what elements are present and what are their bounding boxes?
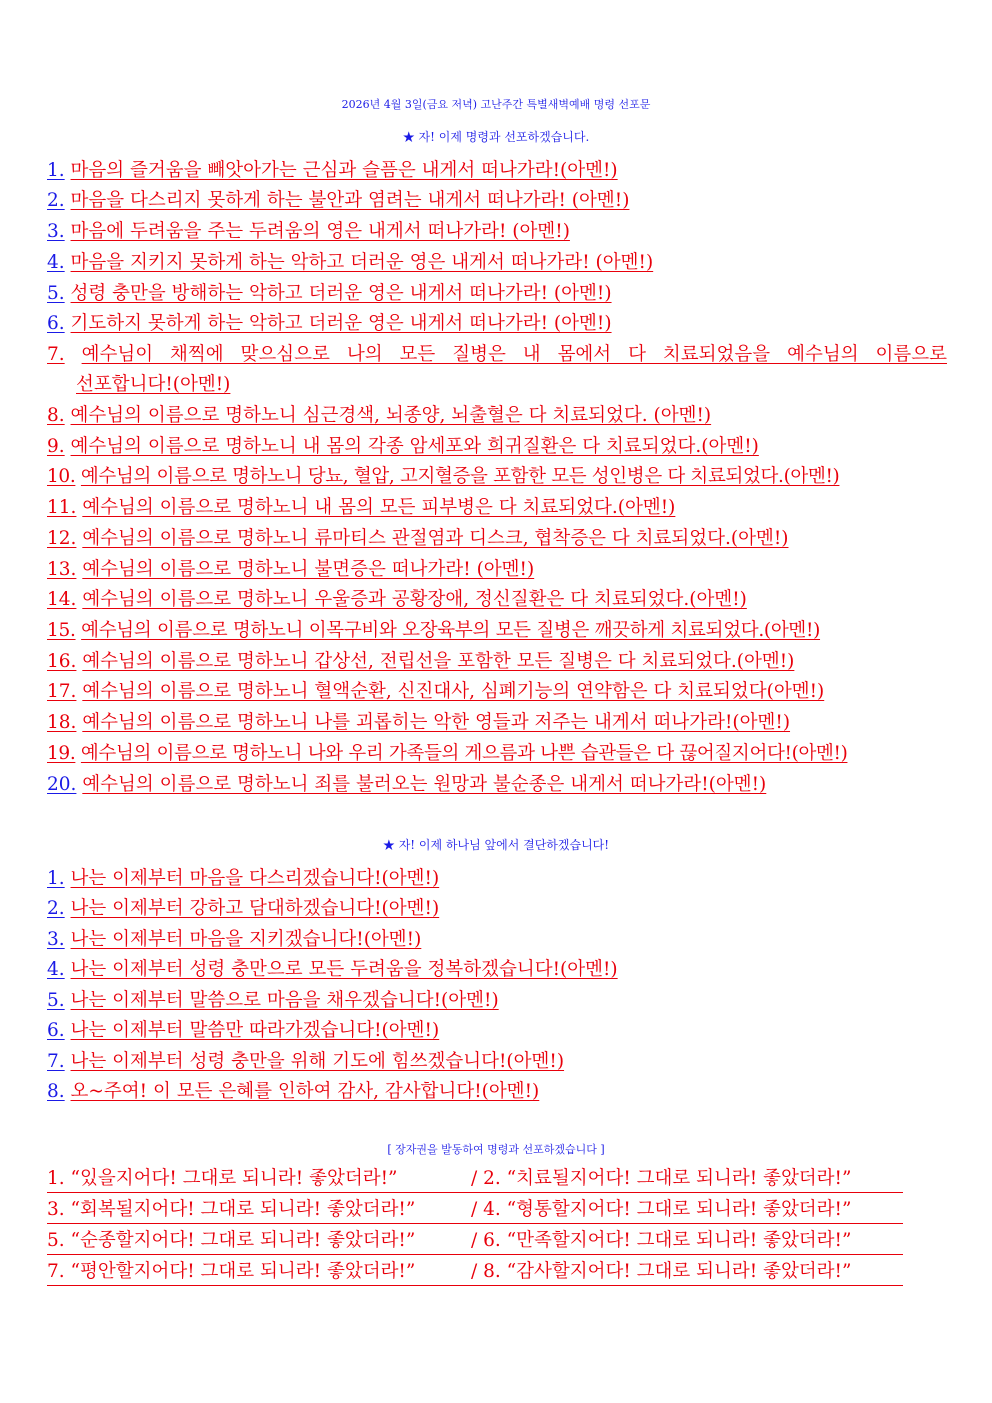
birthright-row (47, 1166, 903, 1193)
item-number: 8. (47, 405, 65, 426)
birthright-left: 3. “회복될지어다! 그대로 되니라! 좋았더라!” (47, 1199, 416, 1220)
item-text: 예수님의 이름으로 명하노니 당뇨, 혈압, 고지혈증을 포함한 모든 성인병은 다 치료되었다.(아멘!) (80, 466, 840, 487)
item-text: 예수님의 이름으로 명하노니 나와 우리 가족들의 게으름과 나쁜 습관들은 다 끊어질지어다!(아멘!) (80, 743, 848, 764)
item-number: 18. (47, 712, 77, 733)
document-title: 2026년 4월 3일(금요 저녁) 고난주간 특별새벽예배 명령 선포문 (341, 98, 651, 111)
item-text: 예수님의 이름으로 명하노니 내 몸의 각종 암세포와 희귀질환은 다 치료되었다.(아멘!) (70, 436, 759, 457)
item-text: 예수님의 이름으로 명하노니 혈액순환, 신진대사, 심폐기능의 연약함은 다 치료되었다(아멘!) (82, 681, 825, 702)
item-text: 나는 이제부터 성령 충만으로 모든 두려움을 정복하겠습니다!(아멘!) (70, 959, 618, 980)
birthright-right: / 8. “감사할지어다! 그대로 되니라! 좋았더라!” (471, 1261, 852, 1282)
item-text: 마음을 다스리지 못하게 하는 불안과 염려는 내게서 떠나가라! (아멘!) (70, 190, 630, 211)
birthright-right: / 4. “형통할지어다! 그대로 되니라! 좋았더라!” (471, 1199, 852, 1220)
item-text: 오~주여! 이 모든 은혜를 인하여 감사, 감사합니다!(아멘!) (70, 1081, 540, 1102)
list-item (47, 158, 618, 184)
birthright-right: / 2. “치료될지어다! 그대로 되니라! 좋았더라!” (471, 1168, 852, 1189)
list-item (47, 557, 534, 583)
item-number: 17. (47, 681, 77, 702)
item-number: 3. (47, 221, 65, 242)
list-item (47, 679, 824, 705)
section2-heading: ★ 자! 이제 하나님 앞에서 결단하겠습니다! (382, 838, 610, 852)
item-number: 6. (47, 313, 65, 334)
list-item (47, 188, 629, 214)
list-item (47, 342, 947, 368)
list-item (47, 710, 790, 736)
birthright-row (47, 1197, 903, 1224)
list-item (47, 250, 653, 276)
item-text: 나는 이제부터 마음을 지키겠습니다!(아멘!) (70, 929, 422, 950)
item-text: 예수님의 이름으로 명하노니 죄를 불러오는 원망과 불순종은 내게서 떠나가라!(아멘!) (82, 774, 767, 795)
item-number: 2. (47, 190, 65, 211)
item-number: 19. (47, 743, 76, 764)
item-number: 1. (47, 160, 65, 181)
list-item (47, 772, 766, 798)
list-item (47, 434, 759, 460)
list-item (47, 988, 499, 1014)
item-text: 나는 이제부터 말씀으로 마음을 채우겠습니다!(아멘!) (70, 990, 499, 1011)
list-item (47, 618, 820, 644)
item-number: 6. (47, 1020, 65, 1041)
list-item (47, 866, 439, 892)
section3-heading: [ 장자권을 발동하여 명령과 선포하겠습니다 ] (387, 1143, 605, 1156)
item-number: 8. (47, 1081, 65, 1102)
item-text: 성령 충만을 방해하는 악하고 더러운 영은 내게서 떠나가라! (아멘!) (70, 283, 612, 304)
list-item (47, 464, 839, 490)
item-text: 예수님의 이름으로 명하노니 갑상선, 전립선을 포함한 모든 질병은 다 치료되었다.(아멘!) (82, 651, 795, 672)
item-number: 3. (47, 929, 65, 950)
list-item (47, 311, 612, 337)
item-number: 16. (47, 651, 77, 672)
birthright-row (47, 1259, 903, 1286)
item-text: 마음의 즐거움을 빼앗아가는 근심과 슬픔은 내게서 떠나가라!(아멘!) (70, 160, 618, 181)
list-item (47, 1018, 439, 1044)
item-text: 마음을 지키지 못하게 하는 악하고 더러운 영은 내게서 떠나가라! (아멘!) (70, 252, 654, 273)
birthright-left: 7. “평안할지어다! 그대로 되니라! 좋았더라!” (47, 1261, 416, 1282)
item-number: 4. (47, 252, 65, 273)
item-text: 예수님의 이름으로 명하노니 류마티스 관절염과 디스크, 협착증은 다 치료되었다.(아멘!) (82, 528, 789, 549)
item-number: 5. (47, 283, 65, 304)
item-text: 나는 이제부터 성령 충만을 위해 기도에 힘쓰겠습니다!(아멘!) (70, 1051, 565, 1072)
list-item (47, 1049, 564, 1075)
list-item (47, 587, 747, 613)
item-number: 20. (47, 774, 77, 795)
list-item (47, 219, 570, 245)
item-number: 10. (47, 466, 76, 487)
item-text: 마음에 두려움을 주는 두려움의 영은 내게서 떠나가라! (아멘!) (70, 221, 570, 242)
item-number: 1. (47, 868, 65, 889)
list-item (47, 649, 794, 675)
item-text: 나는 이제부터 강하고 담대하겠습니다!(아멘!) (70, 898, 440, 919)
item-text: 기도하지 못하게 하는 악하고 더러운 영은 내게서 떠나가라! (아멘!) (70, 313, 612, 334)
item-number: 5. (47, 990, 65, 1011)
list-item (47, 495, 675, 521)
item-number: 14. (47, 589, 77, 610)
item-number: 9. (47, 436, 65, 457)
list-item (47, 896, 439, 922)
item-text: 나는 이제부터 말씀만 따라가겠습니다!(아멘!) (70, 1020, 440, 1041)
list-item (47, 927, 421, 953)
list-item (47, 741, 847, 767)
item-number: 4. (47, 959, 65, 980)
item-number: 11. (47, 497, 77, 518)
list-item (47, 403, 711, 429)
item-number: 15. (47, 620, 76, 641)
item-number: 7. (47, 1051, 65, 1072)
birthright-row (47, 1228, 903, 1255)
item-number: 2. (47, 898, 65, 919)
list-item (47, 526, 788, 552)
list-item (47, 1079, 539, 1105)
item-number: 7. (47, 344, 65, 365)
item-text: 예수님이 채찍에 맞으심으로 나의 모든 질병은 내 몸에서 다 치료되었음을 예수님의 이름으로 (81, 344, 947, 365)
item-text: 예수님의 이름으로 명하노니 이목구비와 오장육부의 모든 질병은 깨끗하게 치료되었다.(아멘!) (81, 620, 821, 641)
list-item-continuation (76, 372, 230, 398)
item-text: 예수님의 이름으로 명하노니 나를 괴롭히는 악한 영들과 저주는 내게서 떠나가라!(아멘!) (82, 712, 791, 733)
section1-heading: ★ 자! 이제 명령과 선포하겠습니다. (402, 130, 590, 144)
item-number: 12. (47, 528, 77, 549)
item-text: 나는 이제부터 마음을 다스리겠습니다!(아멘!) (70, 868, 440, 889)
list-item (47, 281, 612, 307)
item-text: 예수님의 이름으로 명하노니 심근경색, 뇌종양, 뇌출혈은 다 치료되었다. (아멘!) (70, 405, 712, 426)
birthright-left: 5. “순종할지어다! 그대로 되니라! 좋았더라!” (47, 1230, 416, 1251)
item-text: 예수님의 이름으로 명하노니 내 몸의 모든 피부병은 다 치료되었다.(아멘!) (82, 497, 676, 518)
item-text: 예수님의 이름으로 명하노니 불면증은 떠나가라! (아멘!) (82, 559, 535, 580)
list-item (47, 957, 618, 983)
birthright-left: 1. “있을지어다! 그대로 되니라! 좋았더라!” (47, 1168, 398, 1189)
birthright-right: / 6. “만족할지어다! 그대로 되니라! 좋았더라!” (471, 1230, 852, 1251)
item-text: 선포합니다!(아멘!) (76, 374, 231, 395)
item-text: 예수님의 이름으로 명하노니 우울증과 공황장애, 정신질환은 다 치료되었다.(아멘!) (82, 589, 747, 610)
item-number: 13. (47, 559, 77, 580)
